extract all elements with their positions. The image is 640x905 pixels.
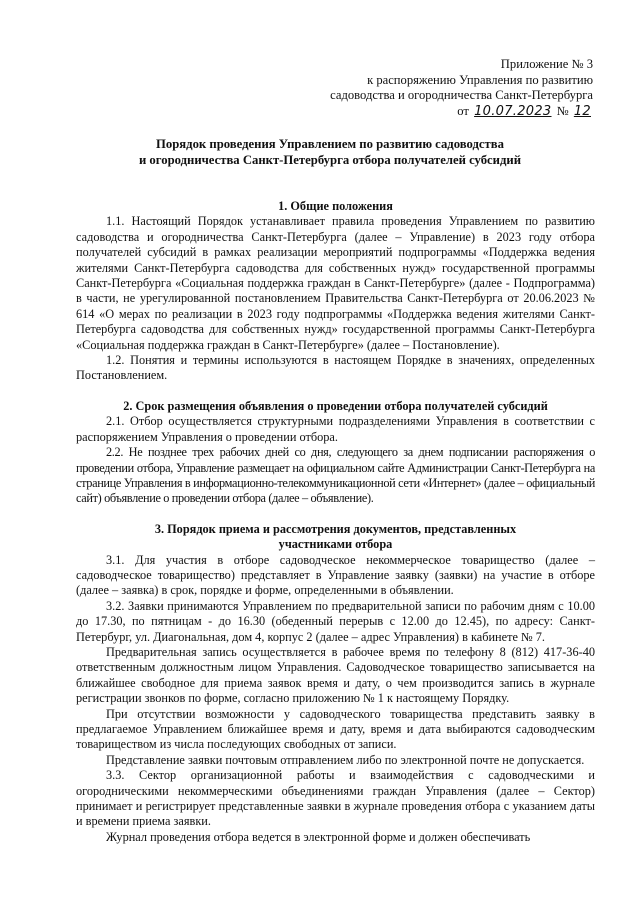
paragraph-2-2: 2.2. Не позднее трех рабочих дней со дня, следующего за днем подписании распоряжения о проведении отбора, Управление размещает на официальном сайте Администрации Санкт-Петербурга на странице Управления в информационно-телекоммуникационной сети «Интернет» (далее – официальный сайт) объявление о проведении отбора (далее – объявление). (76, 445, 595, 506)
paragraph-3-1: 3.1. Для участия в отборе садоводческое некоммерческое товарищество (далее – садоводческое товарищество) представляет в Управление заявку (заявки) на участие в отборе (далее – заявка) в срок, порядке и форме, определенными в объявлении. (76, 552, 595, 598)
paragraph-3-2-no-mail: Представление заявки почтовым отправлением либо по электронной почте не допускается. (106, 752, 585, 767)
appendix-block (330, 57, 593, 119)
appendix-date: 10.07.2023 (474, 103, 552, 119)
document-body (76, 199, 595, 845)
appendix-date-number-line (330, 104, 593, 120)
title-line-1: Порядок проведения Управлением по развитию садоводства (156, 137, 504, 151)
paragraph-3-2-alternative: При отсутствии возможности у садоводческого товарищества представить заявку в предлагаемое Управлением ближайшее время и дату, время и дата выбираются садоводческим товариществом из числа последующих свободных от записи. (76, 706, 595, 752)
paragraph-3-2-appointment: Предварительная запись осуществляется в рабочее время по телефону 8 (812) 417-36-40 ответственным должностным лицом Управления. Садоводческое товарищество записывается на ближайшее свободное для приема заявок время и дату, о чем производится запись в журнале регистрации звонков по форме, согласно приложению № 1 к настоящему Порядку. (76, 644, 595, 706)
paragraph-1-2: 1.2. Понятия и термины используются в настоящем Порядке в значениях, определенных Постановлением. (76, 353, 595, 383)
appendix-number: 12 (573, 103, 591, 119)
appendix-title: Приложение № 3 (500, 57, 593, 71)
section-2-heading: 2. Срок размещения объявления о проведении отбора получателей субсидий (123, 398, 548, 413)
appendix-from-label: от (457, 103, 469, 118)
paragraph-3-3: 3.3. Сектор организационной работы и взаимодействия с садоводческими и огородническими некоммерческими объединениями граждан Управления (далее – Сектор) принимает и регистрирует представленные заявки в журнале проведения отбора с указанием даты и времени приема заявки. (76, 768, 595, 829)
section-1-heading: 1. Общие положения (278, 199, 393, 213)
section-3-heading-line-2: участниками отбора (278, 537, 393, 552)
document-title (70, 136, 590, 168)
appendix-number-label: № (556, 103, 569, 118)
paragraph-2-1: 2.1. Отбор осуществляется структурными подразделениями Управления в соответствии с распоряжением Управления о проведении отбора. (76, 414, 595, 444)
paragraph-3-2: 3.2. Заявки принимаются Управлением по предварительной записи по рабочим дням с 10.00 до 17.30, по пятницам - до 16.30 (обеденный перерыв с 12.00 до 12.45), по адресу: Санкт-Петербург, ул. Диагональная, дом 4, корпус 2 (далее – адрес Управления) в кабинете № 7. (76, 598, 595, 644)
section-3-heading (76, 522, 595, 553)
appendix-order-ref: к распоряжению Управления по развитию (367, 72, 593, 87)
title-line-2: и огородничества Санкт-Петербурга отбора получателей субсидий (138, 153, 522, 167)
section-3-heading-line-1: 3. Порядок приема и рассмотрения документов, представленных (154, 521, 517, 536)
paragraph-3-3-journal: Журнал проведения отбора ведется в электронной форме и должен обеспечивать (106, 829, 531, 844)
appendix-department: садоводства и огородничества Санкт-Петербурга (330, 88, 593, 102)
paragraph-1-1: 1.1. Настоящий Порядок устанавливает правила проведения Управлением по развитию садоводства и огородничества Санкт-Петербурга (далее – Управление) в 2023 году отбора получателей субсидий в рамках реализации мероприятий подпрограммы «Поддержка ведения жителями Санкт-Петербурга садоводства для собственных нужд» государственной программы Санкт-Петербурга «Социальная поддержка граждан в Санкт-Петербурге» (далее - Подпрограмма) в части, не урегулированной постановлением Правительства Санкт-Петербурга от 20.06.2023 № 614 «О мерах по реализации в 2023 году подпрограммы «Поддержка ведения жителями Санкт-Петербурга садоводства для собственных нужд» государственной программы Санкт-Петербурга «Социальная поддержка граждан в Санкт-Петербурге» (далее – Постановление). (76, 214, 595, 352)
